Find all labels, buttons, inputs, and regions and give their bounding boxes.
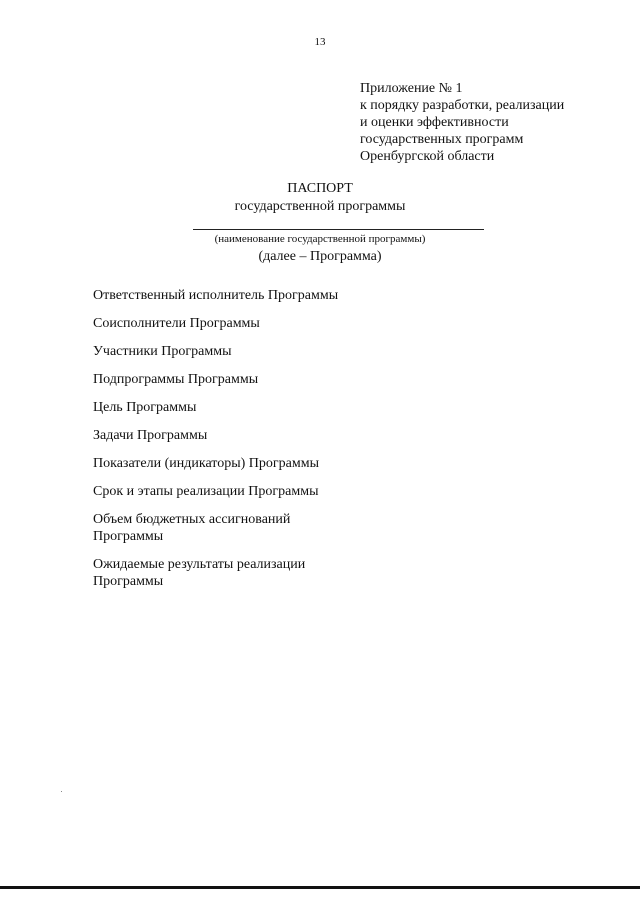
field-timeframe-stages: Срок и этапы реализации Программы [93,484,319,499]
field-indicators: Показатели (индикаторы) Программы [93,456,320,471]
program-short-name: (далее – Программа) [258,249,382,264]
field-budget-allocations: Объем бюджетных ассигнований Программы [93,512,291,544]
field-goal: Цель Программы [93,400,197,415]
field-tasks: Задачи Программы [93,428,208,443]
program-name-caption: (наименование государственной программы) [214,233,426,245]
passport-fields-list [93,287,413,601]
passport-title: ПАСПОРТ [287,181,353,196]
field-subprograms: Подпрограммы Программы [93,372,259,387]
field-participants: Участники Программы [93,344,232,359]
appendix-line: государственных программ [360,132,524,147]
scan-speck [61,791,62,792]
appendix-line: Приложение № 1 [360,81,463,96]
bottom-rule [0,886,640,889]
appendix-line: Оренбургской области [360,149,495,164]
passport-subtitle: государственной программы [234,199,406,214]
appendix-line: к порядку разработки, реализации [360,98,565,113]
program-name-blank-line [193,229,484,230]
appendix-line: и оценки эффективности [360,115,509,130]
field-expected-results: Ожидаемые результаты реализации Программы [93,557,306,589]
appendix-block [360,80,630,165]
field-co-executors: Соисполнители Программы [93,316,260,331]
field-responsible-executor: Ответственный исполнитель Программы [93,288,339,303]
page-number: 13 [314,36,326,48]
